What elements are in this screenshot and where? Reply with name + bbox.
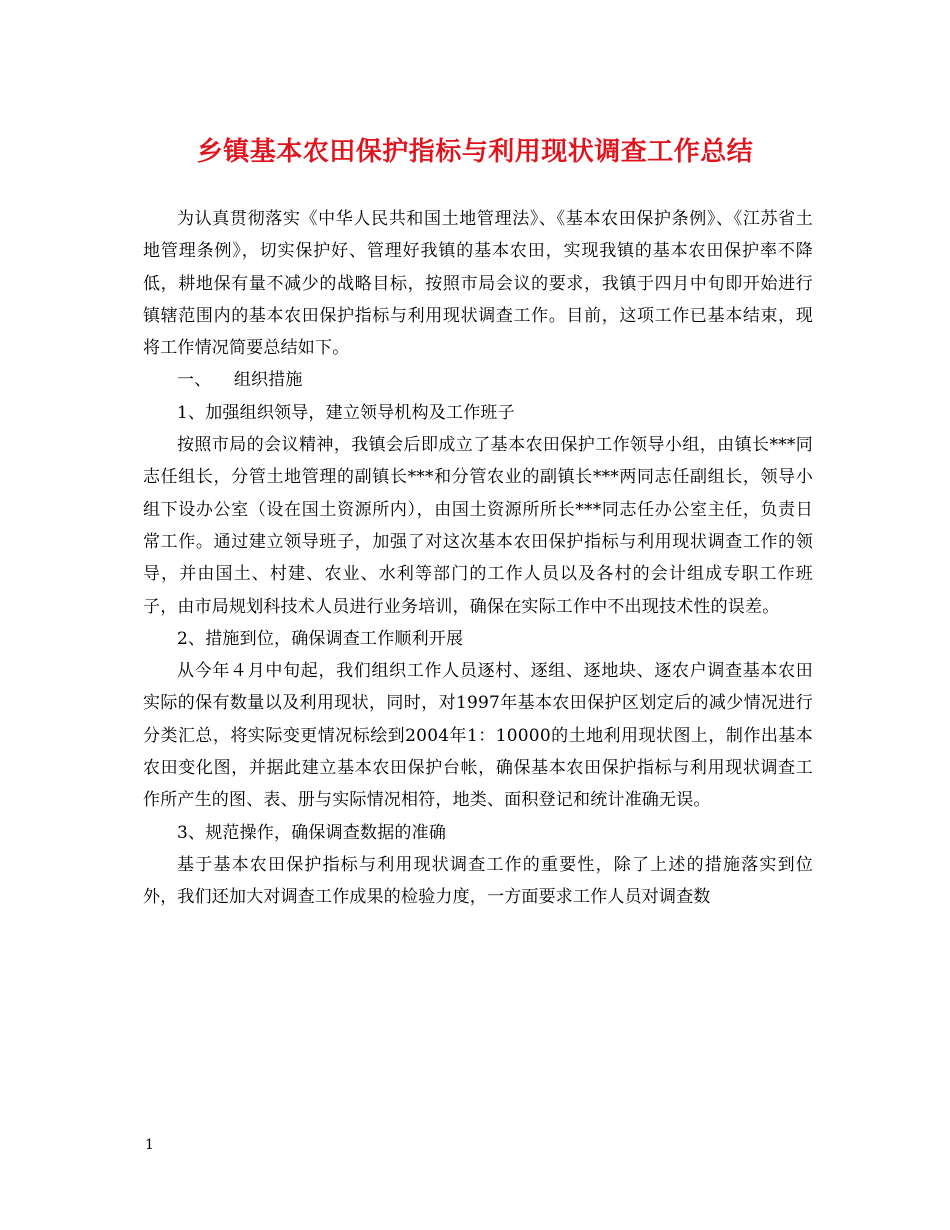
section-heading-organization: 一、 组织措施 — [177, 370, 303, 391]
item-heading-measures: 2、措施到位，确保调查工作顺利开展 — [177, 628, 464, 649]
intro-paragraph: 为认真贯彻落实《中华人民共和国土地管理法》、《基本农田保护条例》、《江苏省土地管理条例》，切实保护好、管理好我镇的基本农田，实现我镇的基本农田保护率不降低，耕地保有量不减少的战略目标，按照市局会议的要求，我镇于四月中旬即开始进行镇辖范围内的基本农田保护指标与利用现状调查工作。目前，这项工作已基本结束，现将工作情况简要总结如下。 — [143, 209, 813, 359]
item-heading-leadership: 1、加强组织领导，建立领导机构及工作班子 — [177, 402, 515, 423]
measures-paragraph: 从今年４月中旬起，我们组织工作人员逐村、逐组、逐地块、逐农户调查基本农田实际的保有数量以及利用现状，同时，对1997年基本农田保护区划定后的减少情况进行分类汇总，将实际变更情况标绘到2004年1：10000的土地利用现状图上，制作出基本农田变化图，并据此建立基本农田保护台帐，确保基本农田保护指标与利用现状调查工作所产生的图、表、册与实际情况相符，地类、面积登记和统计准确无误。 — [143, 661, 813, 811]
document-body — [143, 203, 813, 914]
document-title: 乡镇基本农田保护指标与利用现状调查工作总结 — [196, 137, 754, 167]
standard-operation-paragraph: 基于基本农田保护指标与利用现状调查工作的重要性，除了上述的措施落实到位外，我们还加大对调查工作成果的检验力度，一方面要求工作人员对调查数 — [143, 854, 813, 908]
item-heading-standard-operation: 3、规范操作，确保调查数据的准确 — [177, 822, 447, 843]
page-number: 1 — [145, 1137, 154, 1153]
leadership-paragraph: 按照市局的会议精神，我镇会后即成立了基本农田保护工作领导小组，由镇长***同志任组长，分管土地管理的副镇长***和分管农业的副镇长***两同志任副组长，领导小组下设办公室（设在国土资源所内），由国土资源所所长***同志任办公室主任，负责日常工作。通过建立领导班子，加强了对这次基本农田保护指标与利用现状调查工作的领导，并由国土、村建、农业、水利等部门的工作人员以及各村的会计组成专职工作班子，由市局规划科技术人员进行业务培训，确保在实际工作中不出现技术性的误差。 — [143, 435, 813, 617]
